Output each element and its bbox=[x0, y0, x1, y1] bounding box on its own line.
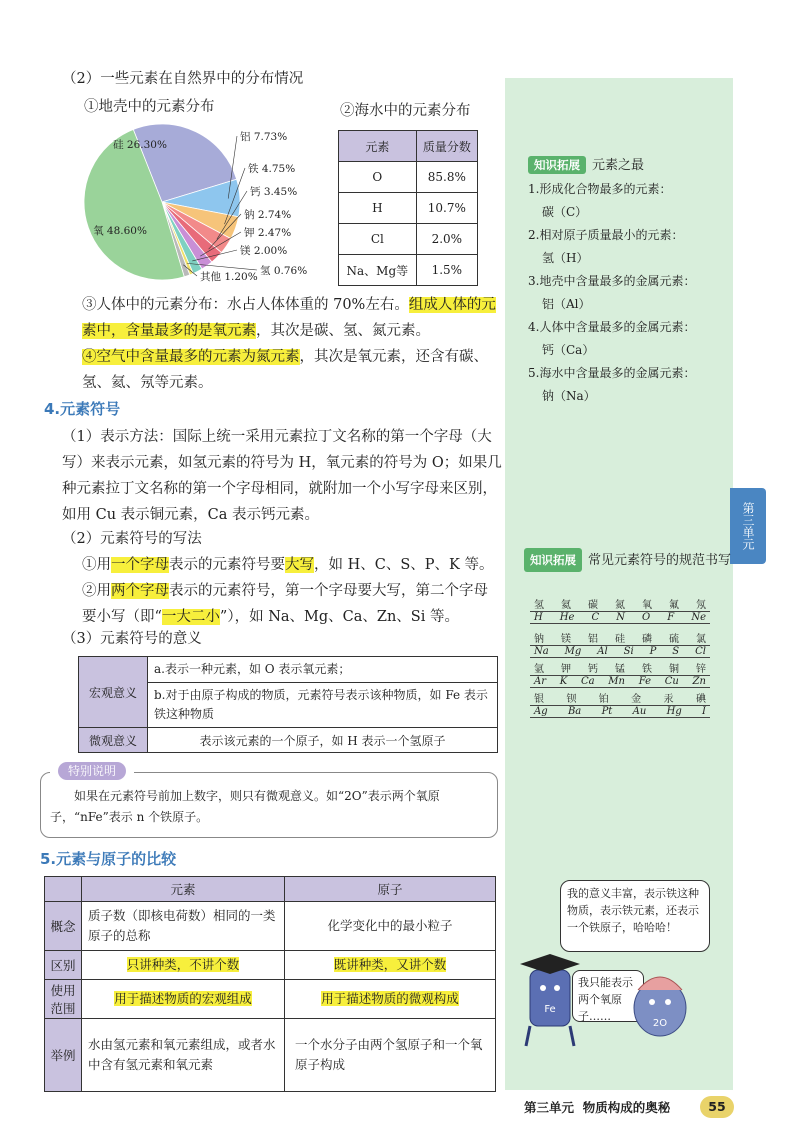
crust-chart-title: ①地壳中的元素分布 bbox=[84, 99, 215, 115]
kb1-item: 钠（Na） bbox=[542, 389, 596, 403]
rule2-a: ②用 bbox=[82, 583, 111, 599]
kb1-item: 4.人体中含量最多的金属元素： bbox=[528, 320, 696, 334]
sea-cell: Cl bbox=[339, 224, 417, 255]
o-label: 2O bbox=[652, 1018, 668, 1029]
element-symbol: P bbox=[649, 646, 657, 657]
compare-element-cell: 水由氢元素和氧元素组成，或者水中含有氢元素和氧元素 bbox=[82, 1019, 285, 1092]
element-name: 磷 bbox=[642, 634, 652, 645]
element-name: 氟 bbox=[669, 600, 679, 611]
symbol-row-names bbox=[530, 596, 710, 611]
speech-bubble-o: 我只能表示两个氧原子…… bbox=[572, 970, 644, 1022]
element-symbol: Mg bbox=[564, 646, 582, 657]
pie-label-铝: 铝 7.73% bbox=[240, 131, 288, 143]
pie-label-氧: 氧 48.60% bbox=[93, 225, 147, 237]
element-name: 钾 bbox=[561, 664, 571, 675]
human-text-2: ，其次是碳、氢、氮元素。 bbox=[256, 323, 430, 339]
rule2-b: 表示的元素符号，第一个字母要大写，第二个字母要小写（即“ bbox=[82, 583, 488, 625]
pie-label-镁: 镁 2.00% bbox=[240, 245, 288, 257]
element-name: 氧 bbox=[642, 600, 652, 611]
symbol-row bbox=[530, 596, 710, 624]
section-title: （2）一些元素在自然界中的分布情况 bbox=[62, 71, 304, 87]
compare-element-cell bbox=[82, 980, 285, 1019]
element-name: 金 bbox=[631, 694, 642, 705]
pie-label-其他: 其他 1.20% bbox=[200, 271, 258, 283]
element-name: 氮 bbox=[615, 600, 625, 611]
sea-cell: 10.7% bbox=[416, 193, 477, 224]
element-name: 锰 bbox=[615, 664, 625, 675]
pie-label-氢: 氢 0.76% bbox=[260, 265, 308, 277]
sea-row bbox=[339, 193, 478, 224]
meaning-table bbox=[78, 656, 498, 753]
macro-a: a.表示一种元素，如 O 表示氧元素； bbox=[148, 657, 498, 683]
element-symbol: N bbox=[616, 612, 625, 623]
kb1-item: 铝（Al） bbox=[542, 297, 591, 311]
pie-label-铁: 铁 4.75% bbox=[248, 163, 296, 175]
pie-label-钾: 钾 2.47% bbox=[244, 227, 292, 239]
compare-header: 元素 bbox=[82, 877, 285, 902]
compare-row bbox=[45, 1019, 496, 1092]
compare-atom-cell bbox=[285, 951, 496, 980]
kb2-header bbox=[524, 548, 734, 572]
sea-table-title: ②海水中的元素分布 bbox=[340, 103, 471, 119]
element-symbol: Zn bbox=[692, 676, 706, 687]
highlight-text: 用于描述物质的宏观组成 bbox=[114, 991, 252, 1006]
highlight-text: 既讲种类，又讲个数 bbox=[333, 957, 447, 972]
element-symbol: Fe bbox=[638, 676, 651, 687]
element-symbol: Ar bbox=[534, 676, 547, 687]
element-name: 氢 bbox=[534, 600, 544, 611]
rule1-b: 表示的元素符号要 bbox=[169, 557, 285, 573]
element-symbol: Al bbox=[597, 646, 608, 657]
footer-unit: 第三单元 bbox=[524, 1100, 575, 1115]
element-name: 氖 bbox=[696, 600, 706, 611]
element-name: 铜 bbox=[669, 664, 679, 675]
element-symbol: Na bbox=[534, 646, 549, 657]
element-symbol: Si bbox=[623, 646, 634, 657]
speech-bubble-fe: 我的意义丰富，表示铁这种物质，表示铁元素，还表示一个铁原子，哈哈哈！ bbox=[560, 880, 710, 952]
sea-cell: H bbox=[339, 193, 417, 224]
kb1-item: 钙（Ca） bbox=[542, 343, 595, 357]
kb2-title: 常见元素符号的规范书写 bbox=[588, 553, 732, 568]
symbol-row-symbols bbox=[530, 705, 710, 718]
element-name: 铂 bbox=[598, 694, 609, 705]
footer-text bbox=[524, 1098, 670, 1116]
element-symbol: Ba bbox=[567, 706, 582, 717]
element-name: 氯 bbox=[696, 634, 706, 645]
compare-row bbox=[45, 980, 496, 1019]
kb1-item: 2.相对原子质量最小的元素： bbox=[528, 228, 684, 242]
air-distribution bbox=[82, 344, 502, 396]
compare-header bbox=[45, 877, 82, 902]
compare-label: 使用范围 bbox=[45, 980, 82, 1019]
highlight-text: 用于描述物质的微观构成 bbox=[321, 991, 459, 1006]
human-text-1: ③人体中的元素分布：水占人体体重的 70%左右。 bbox=[82, 297, 409, 313]
kb1-item: 5.海水中含量最多的金属元素： bbox=[528, 366, 696, 380]
element-symbol: Hg bbox=[666, 706, 682, 717]
page-number: 55 bbox=[700, 1096, 734, 1118]
sea-table bbox=[338, 130, 478, 286]
symbol-row-names bbox=[530, 660, 710, 675]
symbol-row-symbols bbox=[530, 645, 710, 658]
element-symbol: Cu bbox=[664, 676, 679, 687]
pie-label-钠: 钠 2.74% bbox=[244, 209, 292, 221]
element-symbol: Mn bbox=[608, 676, 625, 687]
element-name: 硫 bbox=[669, 634, 679, 645]
rule2-c: ”），如 Na、Mg、Ca、Zn、Si 等。 bbox=[219, 609, 459, 625]
pie-label-硅: 硅 26.30% bbox=[113, 139, 167, 151]
symbol-writing-title: （2）元素符号的写法 bbox=[62, 531, 202, 547]
kb1-title: 元素之最 bbox=[592, 158, 645, 173]
sea-cell: O bbox=[339, 162, 417, 193]
element-name: 钠 bbox=[534, 634, 544, 645]
element-symbol: Ca bbox=[580, 676, 595, 687]
section-5-title: 5.元素与原子的比较 bbox=[40, 850, 177, 868]
compare-header: 原子 bbox=[285, 877, 496, 902]
crust-pie-chart bbox=[80, 118, 330, 288]
compare-row bbox=[45, 951, 496, 980]
kb1-badge: 知识拓展 bbox=[528, 156, 586, 174]
element-symbol: O bbox=[642, 612, 651, 623]
symbol-row-symbols bbox=[530, 611, 710, 624]
human-highlight: 组成人体的元素中，含量最多的是氧元素 bbox=[82, 297, 496, 339]
macro-label: 宏观意义 bbox=[79, 657, 148, 728]
sea-cell: 85.8% bbox=[416, 162, 477, 193]
rule2-hl2: 一大二小 bbox=[161, 609, 220, 625]
symbol-row-names bbox=[530, 690, 710, 705]
rule-2 bbox=[82, 578, 502, 630]
element-name: 氩 bbox=[534, 664, 544, 675]
symbol-row bbox=[530, 660, 710, 688]
element-name: 碘 bbox=[695, 694, 706, 705]
air-text: ，其次是氧元素，还含有碳、氢、氦、氖等元素。 bbox=[82, 349, 488, 391]
rule-1 bbox=[82, 552, 502, 578]
micro-label: 微观意义 bbox=[79, 728, 148, 753]
compare-element-cell bbox=[82, 951, 285, 980]
kb1-item: 3.地壳中含量最多的金属元素： bbox=[528, 274, 696, 288]
element-name: 镁 bbox=[561, 634, 571, 645]
rule1-a: ①用 bbox=[82, 557, 111, 573]
element-symbol: Ne bbox=[691, 612, 706, 623]
element-name: 汞 bbox=[663, 694, 674, 705]
element-symbol: I bbox=[702, 706, 706, 717]
element-symbol: Cl bbox=[695, 646, 706, 657]
element-name: 碳 bbox=[588, 600, 598, 611]
element-name: 钙 bbox=[588, 664, 598, 675]
fe-label: Fe bbox=[544, 1004, 556, 1015]
kb1-list bbox=[528, 178, 728, 408]
rule1-hl1: 一个字母 bbox=[111, 557, 169, 573]
element-symbol: F bbox=[667, 612, 675, 623]
element-name: 锌 bbox=[696, 664, 706, 675]
compare-label: 概念 bbox=[45, 902, 82, 951]
element-name: 硅 bbox=[615, 634, 625, 645]
section-4-title: 4.元素符号 bbox=[44, 400, 121, 418]
kb1-item: 碳（C） bbox=[542, 205, 588, 219]
element-name: 铝 bbox=[588, 634, 598, 645]
element-symbol: Pt bbox=[601, 706, 613, 717]
sea-row bbox=[339, 255, 478, 286]
element-symbol: Ag bbox=[534, 706, 548, 717]
sea-header-cell: 元素 bbox=[339, 131, 417, 162]
element-name: 银 bbox=[534, 694, 544, 705]
sea-cell: 2.0% bbox=[416, 224, 477, 255]
unit-tab[interactable]: 第三单元 bbox=[730, 488, 766, 564]
compare-atom-cell: 一个水分子由两个氢原子和一个氧原子构成 bbox=[285, 1019, 496, 1092]
special-note-title-wrap bbox=[50, 762, 134, 779]
element-symbol: S bbox=[672, 646, 680, 657]
sea-cell: 1.5% bbox=[416, 255, 477, 286]
human-distribution bbox=[82, 292, 502, 344]
element-name: 铁 bbox=[642, 664, 652, 675]
compare-label: 区别 bbox=[45, 951, 82, 980]
element-name: 氦 bbox=[561, 600, 571, 611]
sea-row bbox=[339, 162, 478, 193]
special-note-text: 如果在元素符号前加上数字，则只有微观意义。如“2O”表示两个氧原子，“nFe”表示 n 个铁原子。 bbox=[50, 789, 440, 824]
kb1-header bbox=[528, 154, 644, 174]
compare-atom-cell bbox=[285, 980, 496, 1019]
compare-atom-cell: 化学变化中的最小粒子 bbox=[285, 902, 496, 951]
cartoon-characters bbox=[510, 950, 710, 1060]
air-highlight: ④空气中含量最多的元素为氮元素 bbox=[82, 349, 300, 365]
compare-table bbox=[44, 876, 496, 1092]
kb1-item: 1.形成化合物最多的元素： bbox=[528, 182, 672, 196]
pie-label-钙: 钙 3.45% bbox=[250, 186, 298, 198]
rule2-hl1: 两个字母 bbox=[111, 583, 169, 599]
rule1-c: ，如 H、C、S、P、K 等。 bbox=[314, 557, 494, 573]
highlight-text: 只讲种类，不讲个数 bbox=[126, 957, 240, 972]
element-symbol: K bbox=[559, 676, 568, 687]
symbol-meaning-title: （3）元素符号的意义 bbox=[62, 631, 202, 647]
element-symbol: He bbox=[559, 612, 575, 623]
kb2-badge: 知识拓展 bbox=[524, 548, 582, 572]
compare-element-cell: 质子数（即核电荷数）相同的一类原子的总称 bbox=[82, 902, 285, 951]
element-symbol: Au bbox=[632, 706, 647, 717]
element-symbol: H bbox=[534, 612, 543, 623]
fe-character-icon bbox=[520, 954, 580, 1046]
symbol-row-symbols bbox=[530, 675, 710, 688]
element-symbol: C bbox=[591, 612, 600, 623]
symbol-row bbox=[530, 630, 710, 658]
symbol-method: （1）表示方法：国际上统一采用元素拉丁文名称的第一个字母（大写）来表示元素，如氢元素的符号为 H，氧元素的符号为 O；如果几种元素拉丁文名称的第一个字母相同，就附加一个小写字母来区别，如用 Cu 表示铜元素，Ca 表示钙元素。 bbox=[62, 429, 502, 523]
symbol-row-names bbox=[530, 630, 710, 645]
sea-row bbox=[339, 224, 478, 255]
special-note-title: 特别说明 bbox=[58, 762, 126, 780]
sea-header-cell: 质量分数 bbox=[416, 131, 477, 162]
micro-text: 表示该元素的一个原子，如 H 表示一个氢原子 bbox=[148, 728, 498, 753]
element-name: 钡 bbox=[566, 694, 577, 705]
macro-b: b.对于由原子构成的物质，元素符号表示该种物质，如 Fe 表示铁这种物质 bbox=[148, 683, 498, 728]
compare-row bbox=[45, 902, 496, 951]
rule1-hl2: 大写 bbox=[285, 557, 314, 573]
footer-title: 物质构成的奥秘 bbox=[582, 1100, 671, 1115]
symbol-row bbox=[530, 690, 710, 718]
sea-cell: Na、Mg等 bbox=[339, 255, 417, 286]
compare-label: 举例 bbox=[45, 1019, 82, 1092]
kb1-item: 氢（H） bbox=[542, 251, 589, 265]
